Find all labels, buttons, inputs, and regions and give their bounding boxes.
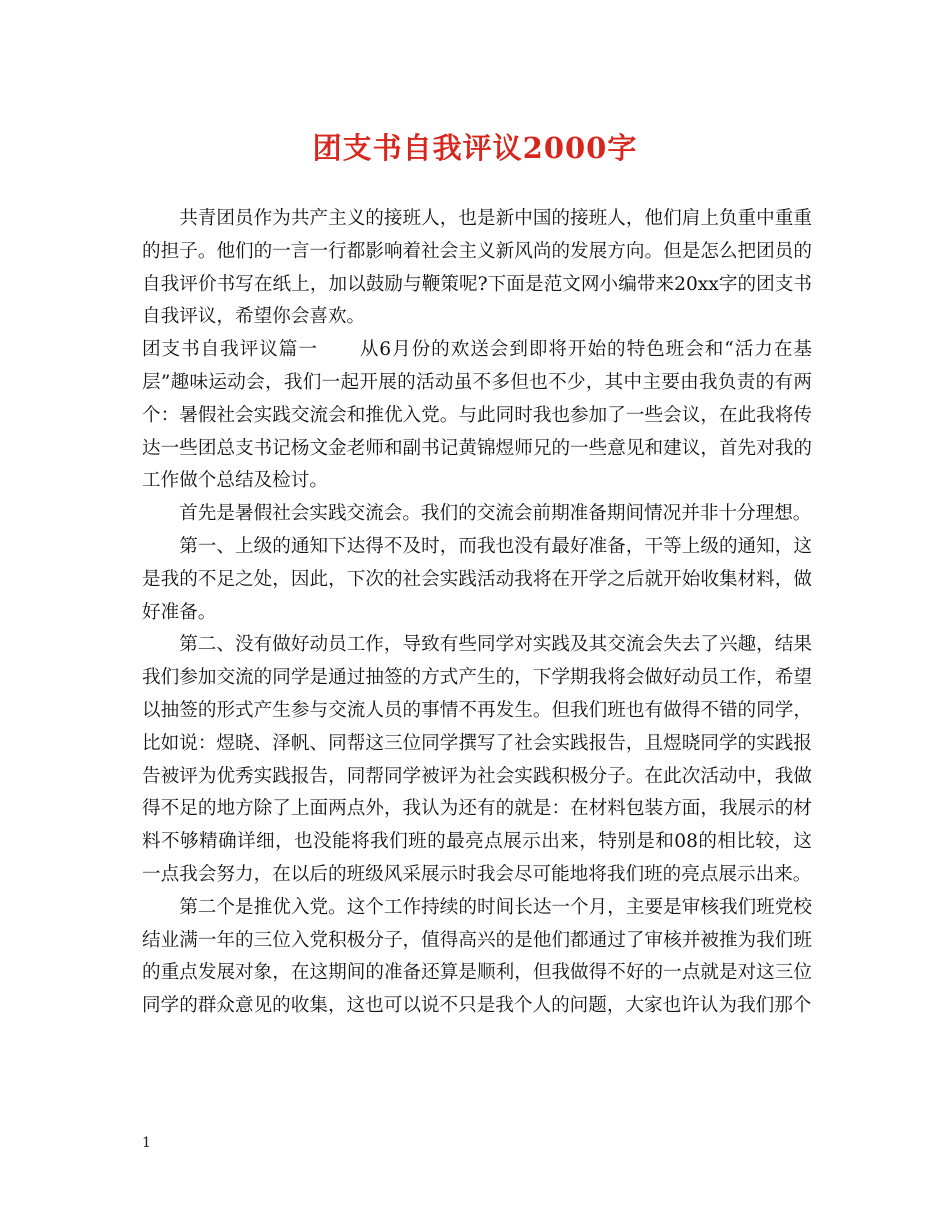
page-number: 1 [142, 1135, 151, 1151]
body-paragraph: 第一、上级的通知下达得不及时，而我也没有最好准备，干等上级的通知，这是我的不足之处，因此，下次的社会实践活动我将在开学之后就开始收集材料，做好准备。 [142, 535, 812, 623]
body-paragraph: 第二、没有做好动员工作，导致有些同学对实践及其交流会失去了兴趣，结果我们参加交流的同学是通过抽签的方式产生的，下学期我将会做好动员工作，希望以抽签的形式产生参与交流人员的事情不再发生。但我们班也有做得不错的同学，比如说：煜晓、泽帆、同帮这三位同学撰写了社会实践报告，且煜晓同学的实践报告被评为优秀实践报告，同帮同学被评为社会实践积极分子。在此次活动中，我做得不足的地方除了上面两点外，我认为还有的就是：在材料包装方面，我展示的材料不够精确详细，也没能将我们班的最亮点展示出来，特别是和08的相比较，这一点我会努力，在以后的班级风采展示时我会尽可能地将我们班的亮点展示出来。 [142, 634, 812, 885]
document-title: 团支书自我评议2000字 [312, 131, 638, 165]
document-body [142, 203, 812, 1023]
section-heading: 团支书自我评议篇一 [142, 339, 318, 361]
intro-paragraph: 共青团员作为共产主义的接班人，也是新中国的接班人，他们肩上负重中重重的担子。他们的一言一行都影响着社会主义新风尚的发展方向。但是怎么把团员的自我评价书写在纸上，加以鼓励与鞭策呢?下面是范文网小编带来20xx字的团支书自我评议，希望你会喜欢。 [142, 208, 812, 328]
section-paragraph [142, 334, 812, 498]
section-intro: 从6月份的欢送会到即将开始的特色班会和“活力在基层”趣味运动会，我们一起开展的活动虽不多但也不少，其中主要由我负责的有两个：暑假社会实践交流会和推优入党。与此同时我也参加了一些会议，在此我将传达一些团总支书记杨文金老师和副书记黄锦煜师兄的一些意见和建议，首先对我的工作做个总结及检讨。 [142, 339, 812, 492]
body-paragraph: 首先是暑假社会实践交流会。我们的交流会前期准备期间情况并非十分理想。 [179, 503, 812, 525]
body-paragraph: 第二个是推优入党。这个工作持续的时间长达一个月，主要是审核我们班党校结业满一年的三位入党积极分子，值得高兴的是他们都通过了审核并被推为我们班的重点发展对象，在这期间的准备还算是顺利，但我做得不好的一点就是对这三位同学的群众意见的收集，这也可以说不只是我个人的问题，大家也许认为我们那个 [142, 896, 812, 1017]
